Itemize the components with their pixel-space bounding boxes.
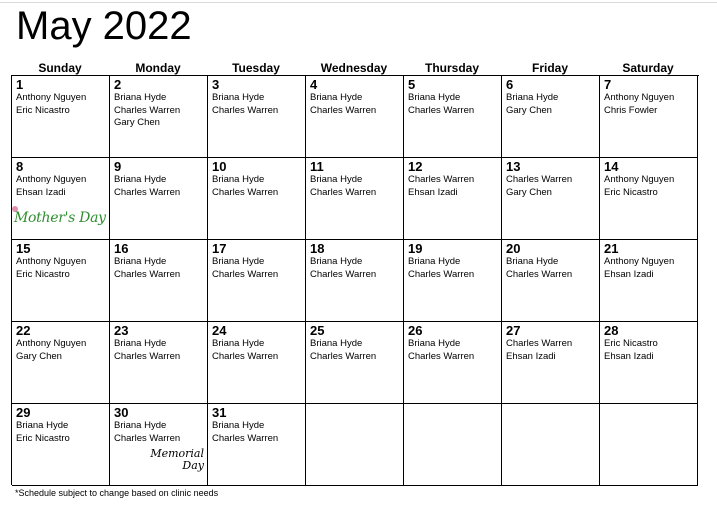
day-number: 1 [16,77,24,92]
calendar-day-cell [502,158,600,240]
staff-name: Briana Hyde [16,420,69,431]
calendar-day-cell [600,404,698,486]
staff-name: Charles Warren [408,268,475,280]
staff-name: Charles Warren [310,104,377,116]
staff-name: Anthony Nguyen [604,174,675,185]
day-number: 6 [506,77,514,92]
day-number: 14 [604,159,619,174]
staff-name: Briana Hyde [114,256,167,267]
calendar-day-cell [110,158,208,240]
staff-name: Briana Hyde [310,92,363,103]
weekday-label: Monday [135,61,181,75]
day-number: 16 [114,241,129,256]
calendar-day-cell [306,158,404,240]
day-number: 17 [212,241,227,256]
staff-name: Ehsan Izadi [604,268,654,280]
calendar-day-cell [404,404,502,486]
calendar-day-cell [12,158,110,240]
calendar-day-cell [110,76,208,158]
day-number: 11 [310,159,324,174]
staff-name: Briana Hyde [212,338,265,349]
staff-name: Ehsan Izadi [604,350,654,362]
day-number: 31 [212,405,227,420]
calendar-day-cell [208,404,306,486]
calendar-title: May 2022 [16,4,192,48]
staff-name: Gary Chen [506,104,552,116]
staff-name: Briana Hyde [310,256,363,267]
staff-name: Briana Hyde [310,174,363,185]
staff-name: Charles Warren [212,268,279,280]
day-number: 5 [408,77,416,92]
staff-name: Briana Hyde [114,174,167,185]
staff-name: Gary Chen [16,350,62,362]
staff-name: Ehsan Izadi [506,350,556,362]
staff-name: Ehsan Izadi [16,186,66,198]
staff-name: Briana Hyde [212,420,265,431]
calendar-day-cell [404,322,502,404]
staff-name: Eric Nicastro [604,338,658,349]
weekday-label: Tuesday [232,61,280,75]
staff-name: Anthony Nguyen [604,256,675,267]
calendar-day-cell [404,158,502,240]
staff-name: Charles Warren [310,350,377,362]
staff-name: Eric Nicastro [16,268,70,280]
memorial-day-label: Memorial Day [150,447,204,472]
day-number: 10 [212,159,227,174]
staff-name: Gary Chen [506,186,552,198]
calendar-day-cell [600,240,698,322]
calendar-day-cell [306,76,404,158]
day-number: 13 [506,159,521,174]
weekday-label: Saturday [622,61,674,75]
staff-name: Briana Hyde [506,92,559,103]
staff-name: Briana Hyde [310,338,363,349]
calendar-day-cell [12,322,110,404]
staff-name: Charles Warren [506,174,573,185]
staff-name: Briana Hyde [114,420,167,431]
day-number: 21 [604,241,619,256]
calendar-day-cell [306,240,404,322]
staff-name: Briana Hyde [212,174,265,185]
calendar-day-cell [404,240,502,322]
day-number: 28 [604,323,619,338]
staff-name: Gary Chen [114,117,160,128]
calendar-day-cell [110,322,208,404]
calendar-day-cell [404,76,502,158]
staff-name: Eric Nicastro [604,186,658,198]
calendar-day-cell [12,240,110,322]
weekday-label: Wednesday [320,61,388,75]
staff-name: Eric Nicastro [16,104,70,116]
calendar-day-cell [306,322,404,404]
weekday-label: Sunday [38,61,82,75]
staff-name: Briana Hyde [408,256,461,267]
calendar-day-cell [502,240,600,322]
day-number: 26 [408,323,423,338]
calendar-day-cell [306,404,404,486]
day-number: 30 [114,405,129,420]
staff-name: Charles Warren [212,104,279,116]
calendar-grid [11,75,699,485]
staff-name: Charles Warren [212,186,279,198]
day-number: 24 [212,323,227,338]
staff-name: Charles Warren [310,268,377,280]
staff-name: Anthony Nguyen [16,338,87,349]
calendar-day-cell [208,158,306,240]
staff-name: Charles Warren [310,186,377,198]
calendar-day-cell [208,322,306,404]
day-number: 9 [114,159,122,174]
day-number: 29 [16,405,31,420]
mothers-day-label: Mother's Day [14,210,106,226]
weekday-header [11,60,699,76]
calendar-day-cell [208,240,306,322]
day-number: 12 [408,159,423,174]
staff-name: Briana Hyde [212,256,265,267]
staff-name: Anthony Nguyen [16,256,87,267]
calendar-day-cell [502,76,600,158]
day-number: 3 [212,77,220,92]
day-number: 18 [310,241,325,256]
staff-name: Briana Hyde [408,92,461,103]
staff-name: Charles Warren [114,432,181,444]
staff-name: Briana Hyde [506,256,559,267]
day-number: 2 [114,77,122,92]
staff-name: Ehsan Izadi [408,186,458,198]
staff-name: Briana Hyde [408,338,461,349]
day-number: 22 [16,323,31,338]
day-number: 20 [506,241,521,256]
staff-name: Briana Hyde [212,92,265,103]
day-number: 4 [310,77,318,92]
weekday-label: Friday [531,61,568,75]
calendar-day-cell [600,158,698,240]
calendar-day-cell [600,76,698,158]
staff-name: Charles Warren [212,432,279,444]
day-number: 19 [408,241,423,256]
staff-name: Anthony Nguyen [16,174,87,185]
staff-name: Charles Warren [114,104,181,116]
calendar-day-cell [502,322,600,404]
day-number: 23 [114,323,129,338]
staff-name: Briana Hyde [114,338,167,349]
staff-name: Charles Warren [114,186,181,198]
staff-name: Charles Warren [212,350,279,362]
staff-name: Anthony Nguyen [16,92,87,103]
day-number: 15 [16,241,31,256]
staff-name: Charles Warren [114,268,181,280]
staff-name: Eric Nicastro [16,432,70,444]
calendar-day-cell [600,322,698,404]
staff-name: Charles Warren [408,174,475,185]
day-number: 8 [16,159,24,174]
staff-name: Charles Warren [408,350,475,362]
staff-name: Anthony Nguyen [604,92,675,103]
staff-name: Briana Hyde [114,92,167,103]
weekday-label: Thursday [424,61,479,75]
schedule-footnote: *Schedule subject to change based on clinic needs [15,488,219,498]
calendar-day-cell [12,404,110,486]
calendar-day-cell [110,240,208,322]
day-number: 27 [506,323,521,338]
staff-name: Charles Warren [506,268,573,280]
day-number: 25 [310,323,325,338]
calendar-day-cell [208,76,306,158]
calendar-day-cell [502,404,600,486]
staff-name: Chris Fowler [604,104,658,116]
staff-name: Charles Warren [114,350,181,362]
calendar-day-cell [12,76,110,158]
calendar-day-cell [110,404,208,486]
staff-name: Charles Warren [506,338,573,349]
staff-name: Charles Warren [408,104,475,116]
day-number: 7 [604,77,612,92]
